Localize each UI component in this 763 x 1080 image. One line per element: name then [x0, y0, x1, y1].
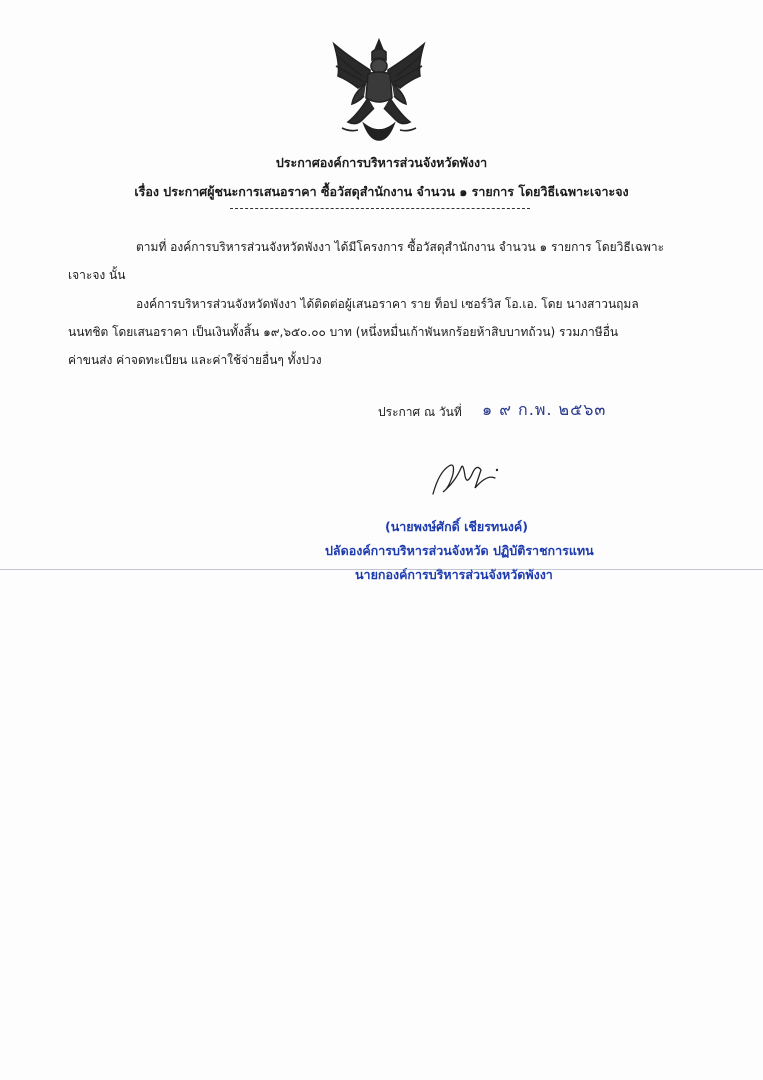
garuda-emblem-icon [328, 36, 430, 142]
paragraph-winner [68, 290, 688, 374]
signatory-position: ปลัดองค์การบริหารส่วนจังหวัด ปฏิบัติราชการแทน [325, 543, 594, 558]
paragraph-line: องค์การบริหารส่วนจังหวัดพังงา ได้ติดต่อผู้เสนอราคา ราย ท็อป เซอร์วิส โอ.เอ. โดย นางสาวนฤมล [136, 297, 639, 311]
handwritten-signature-icon [425, 452, 505, 502]
document-subject: เรื่อง ประกาศผู้ชนะการเสนอราคา ซื้อวัสดุสำนักงาน จำนวน ๑ รายการ โดยวิธีเฉพาะเจาะจง [134, 184, 629, 199]
paragraph-line: ค่าขนส่ง ค่าจดทะเบียน และค่าใช้จ่ายอื่นๆ ทั้งปวง [68, 353, 322, 367]
signatory-title: นายกองค์การบริหารส่วนจังหวัดพังงา [355, 567, 553, 582]
paragraph-project [68, 233, 688, 289]
signatory-name: (นายพงษ์ศักดิ์ เชียรทนงค์) [385, 519, 528, 534]
paragraph-line: ตามที่ องค์การบริหารส่วนจังหวัดพังงา ได้มีโครงการ ซื้อวัสดุสำนักงาน จำนวน ๑ รายการ โดยวิธีเฉพาะ [136, 240, 665, 254]
document-title: ประกาศองค์การบริหารส่วนจังหวัดพังงา [275, 155, 488, 170]
scan-artifact-line [0, 569, 763, 570]
date-label: ประกาศ ณ วันที่ [378, 405, 462, 419]
divider-line [230, 208, 530, 209]
paragraph-line: เจาะจง นั้น [68, 268, 126, 282]
paragraph-line: นนทชิต โดยเสนอราคา เป็นเงินทั้งสิ้น ๑๙,๖๕๐.๐๐ บาท (หนึ่งหมื่นเก้าพันหกร้อยห้าสิบบาทถ้วน) รวมภาษีอื่น [68, 325, 619, 339]
date-stamp: ๑ ๙ ก.พ. ๒๕๖๓ [482, 400, 607, 419]
